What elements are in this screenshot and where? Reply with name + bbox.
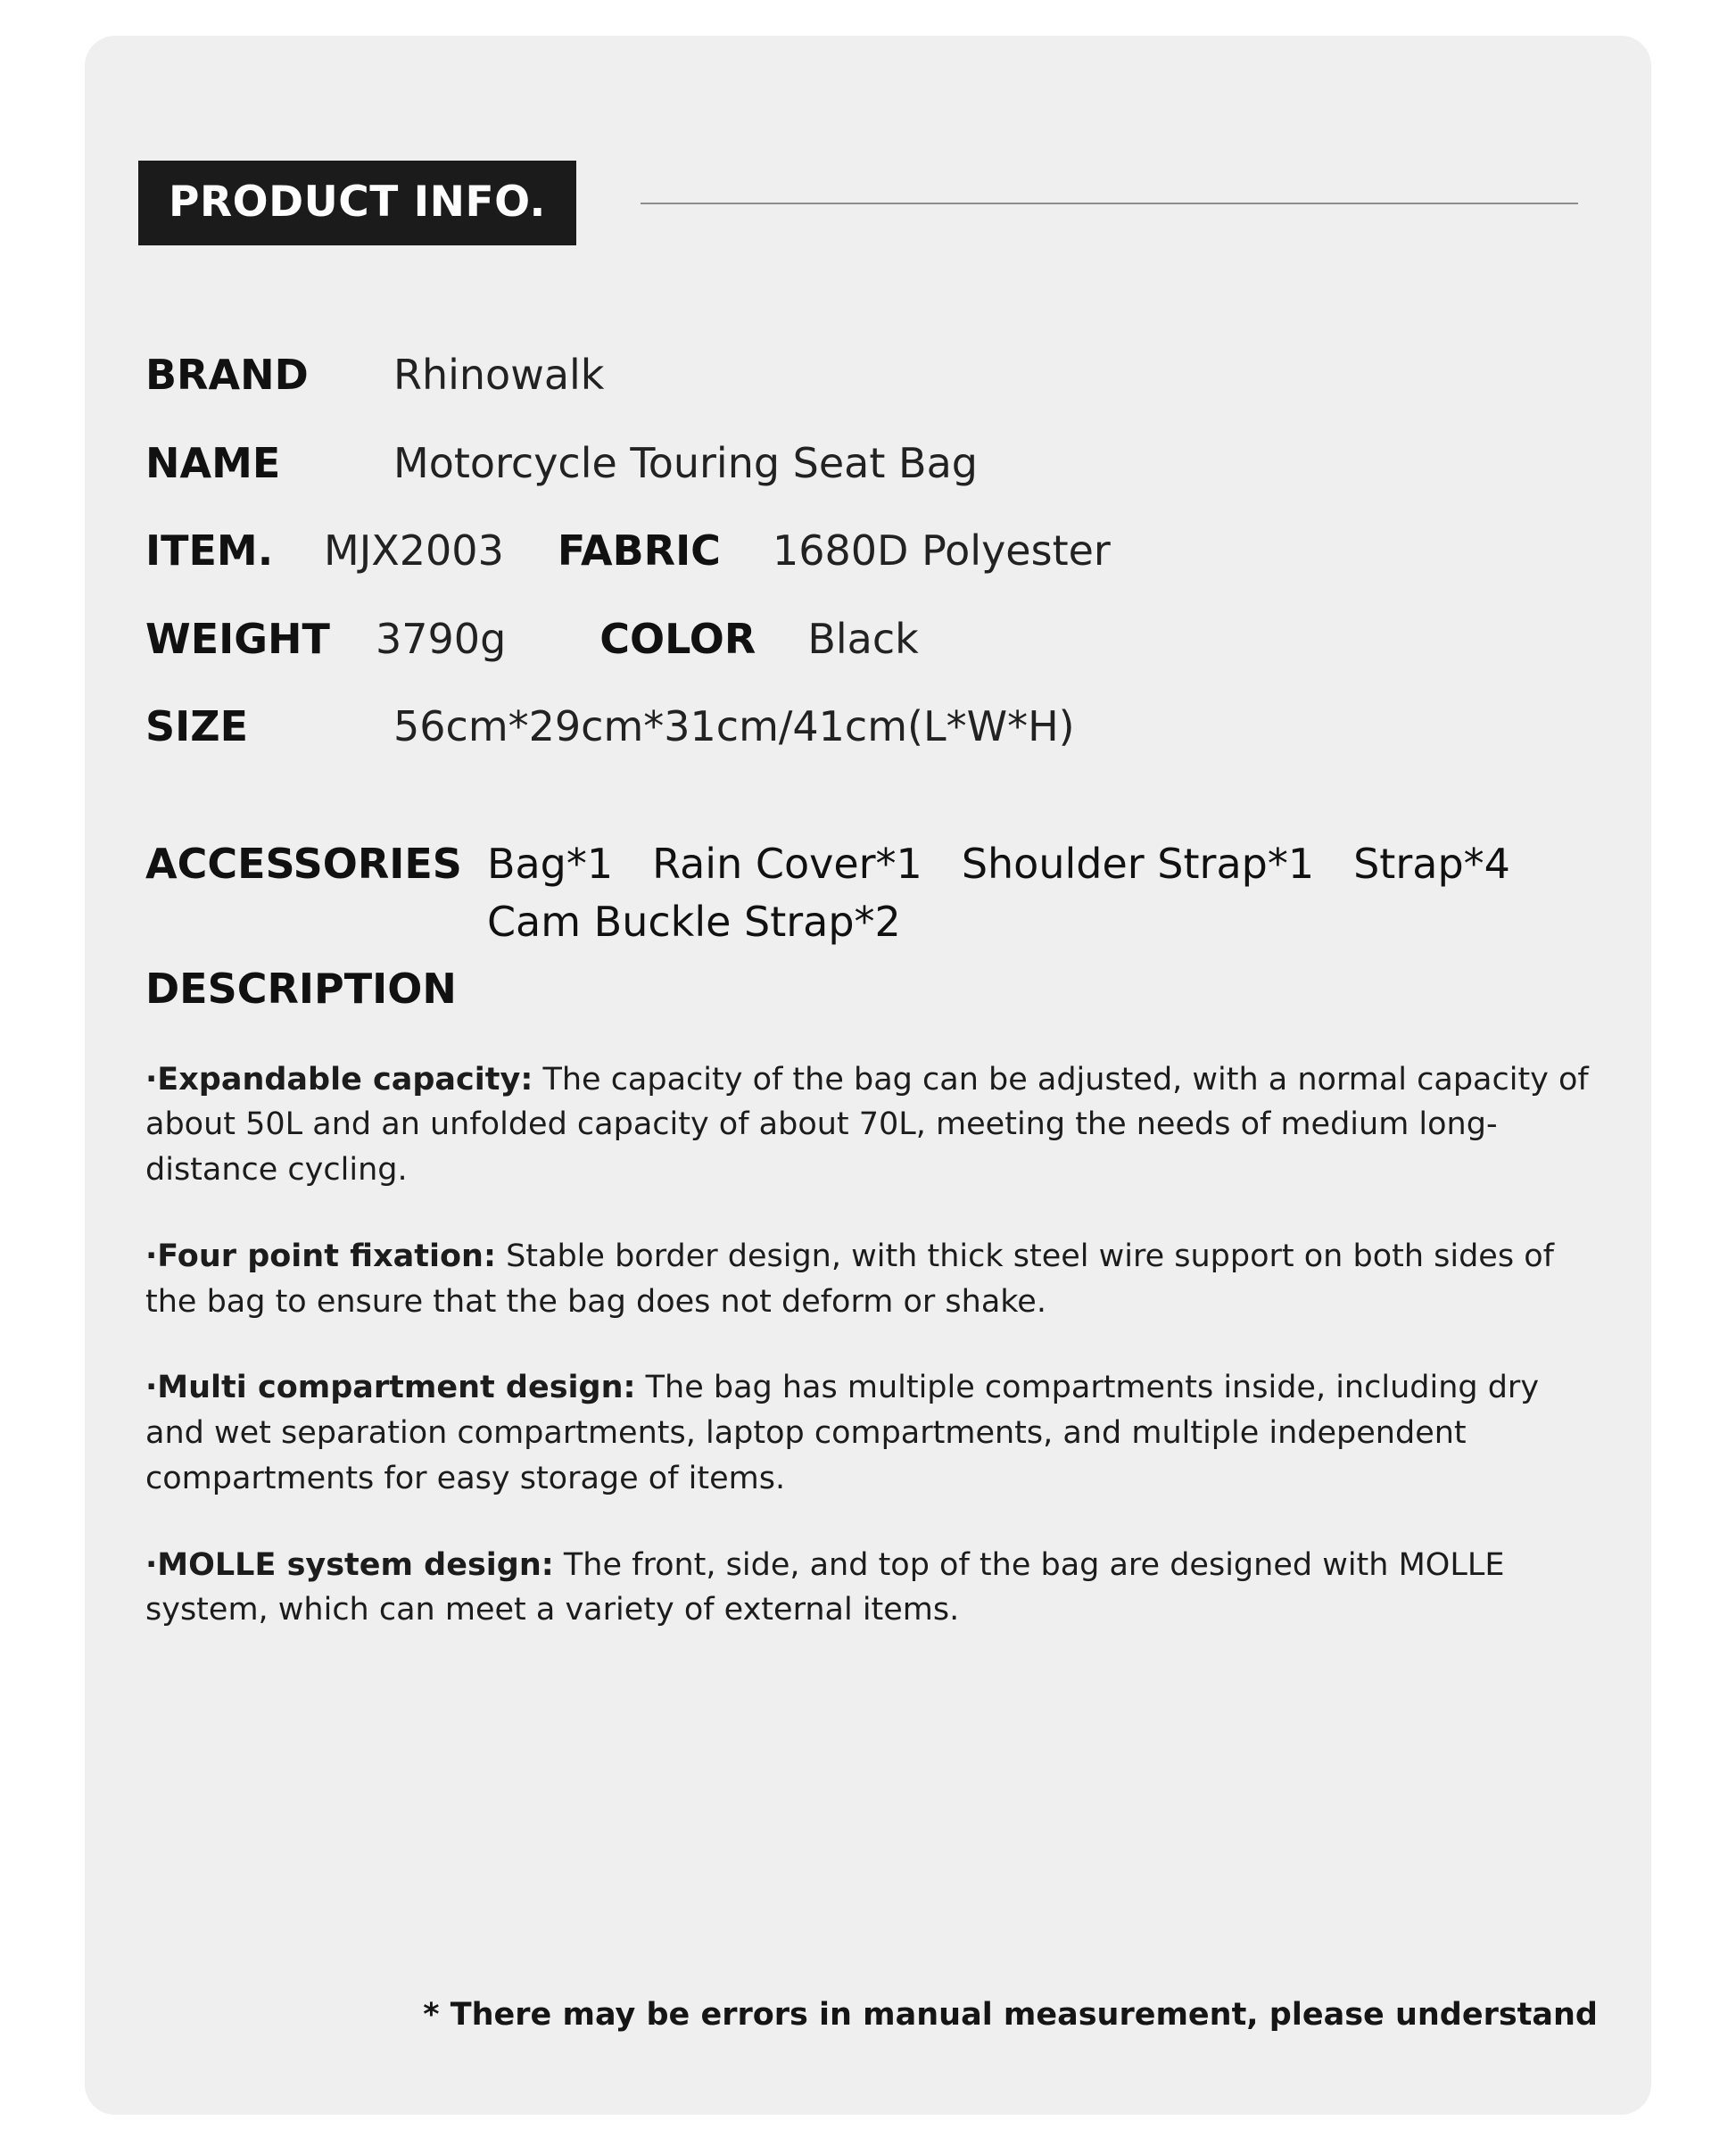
description-item-molle-system-design bbox=[145, 1543, 1591, 1634]
description-item-expandable-capacity bbox=[145, 1057, 1591, 1193]
desc-bullet-3: · bbox=[145, 1370, 158, 1406]
accessory-item-2: Rain Cover*1 bbox=[652, 839, 922, 888]
spec-label-fabric: FABRIC bbox=[557, 526, 721, 576]
desc-text-2: Stable border design, with thick steel wire support on both sides of the bag to ensure that the bag does not deform or shake. bbox=[145, 1238, 1554, 1320]
spec-label-name: NAME bbox=[145, 438, 281, 487]
desc-term-4: MOLLE system design: bbox=[157, 1546, 554, 1583]
accessories-row bbox=[138, 835, 1598, 952]
desc-term-3: Multi compartment design: bbox=[157, 1370, 636, 1406]
desc-text-1: The capacity of the bag can be adjusted, with a normal capacity of about 50L and an unfolded capacity of about 70L, meeting the needs of medium long-distance cycling. bbox=[145, 1061, 1589, 1189]
spec-row-weight bbox=[145, 614, 1598, 663]
accessories-label: ACCESSORIES bbox=[145, 839, 462, 888]
spec-label-brand: BRAND bbox=[145, 351, 309, 399]
spec-value-weight: 3790g bbox=[376, 614, 507, 663]
description-item-multi-compartment-design bbox=[145, 1365, 1591, 1501]
spec-row-item bbox=[145, 528, 1598, 574]
measurement-footnote: * There may be errors in manual measurement, please understand bbox=[423, 1997, 1598, 2033]
spec-list bbox=[138, 352, 1598, 750]
spec-value-brand: Rhinowalk bbox=[393, 351, 605, 399]
spec-value-name: Motorcycle Touring Seat Bag bbox=[393, 438, 978, 487]
header-divider bbox=[641, 203, 1578, 204]
desc-term-1: Expandable capacity: bbox=[157, 1061, 533, 1098]
accessories-values bbox=[487, 835, 1550, 952]
accessory-item-3: Shoulder Strap*1 bbox=[961, 839, 1315, 888]
desc-text-3: The bag has multiple compartments inside, including dry and wet separation compartments, laptop compartments, and multiple independent compartments for easy storage of items. bbox=[145, 1370, 1540, 1496]
accessory-item-4: Strap*4 bbox=[1353, 839, 1510, 888]
spec-label-weight: WEIGHT bbox=[145, 614, 330, 663]
description-item-four-point-fixation bbox=[145, 1234, 1591, 1325]
desc-bullet-2: · bbox=[145, 1238, 158, 1274]
spec-value-fabric: 1680D Polyester bbox=[772, 526, 1111, 576]
description-title: DESCRIPTION bbox=[145, 964, 457, 1013]
desc-bullet-4: · bbox=[145, 1546, 158, 1583]
spec-label-size: SIZE bbox=[145, 702, 249, 751]
description-list bbox=[138, 1057, 1598, 1634]
accessory-item-1: Bag*1 bbox=[486, 839, 614, 888]
spec-row-size bbox=[145, 704, 1598, 750]
desc-bullet-1: · bbox=[145, 1061, 158, 1098]
spec-row-name bbox=[145, 438, 1598, 487]
header bbox=[138, 36, 1598, 245]
page-title: PRODUCT INFO. bbox=[138, 161, 576, 245]
spec-value-color: Black bbox=[807, 614, 919, 663]
spec-value-item: MJX2003 bbox=[324, 526, 504, 576]
product-info-card bbox=[85, 36, 1651, 2115]
desc-term-2: Four point fixation: bbox=[157, 1238, 496, 1274]
accessory-item-5: Cam Buckle Strap*2 bbox=[486, 898, 901, 947]
spec-label-item: ITEM. bbox=[145, 526, 274, 576]
spec-row-brand bbox=[145, 352, 1598, 398]
desc-text-4: The front, side, and top of the bag are designed with MOLLE system, which can meet a variety of external items. bbox=[145, 1546, 1505, 1628]
spec-value-size: 56cm*29cm*31cm/41cm(L*W*H) bbox=[393, 702, 1075, 751]
spec-label-color: COLOR bbox=[599, 614, 756, 663]
